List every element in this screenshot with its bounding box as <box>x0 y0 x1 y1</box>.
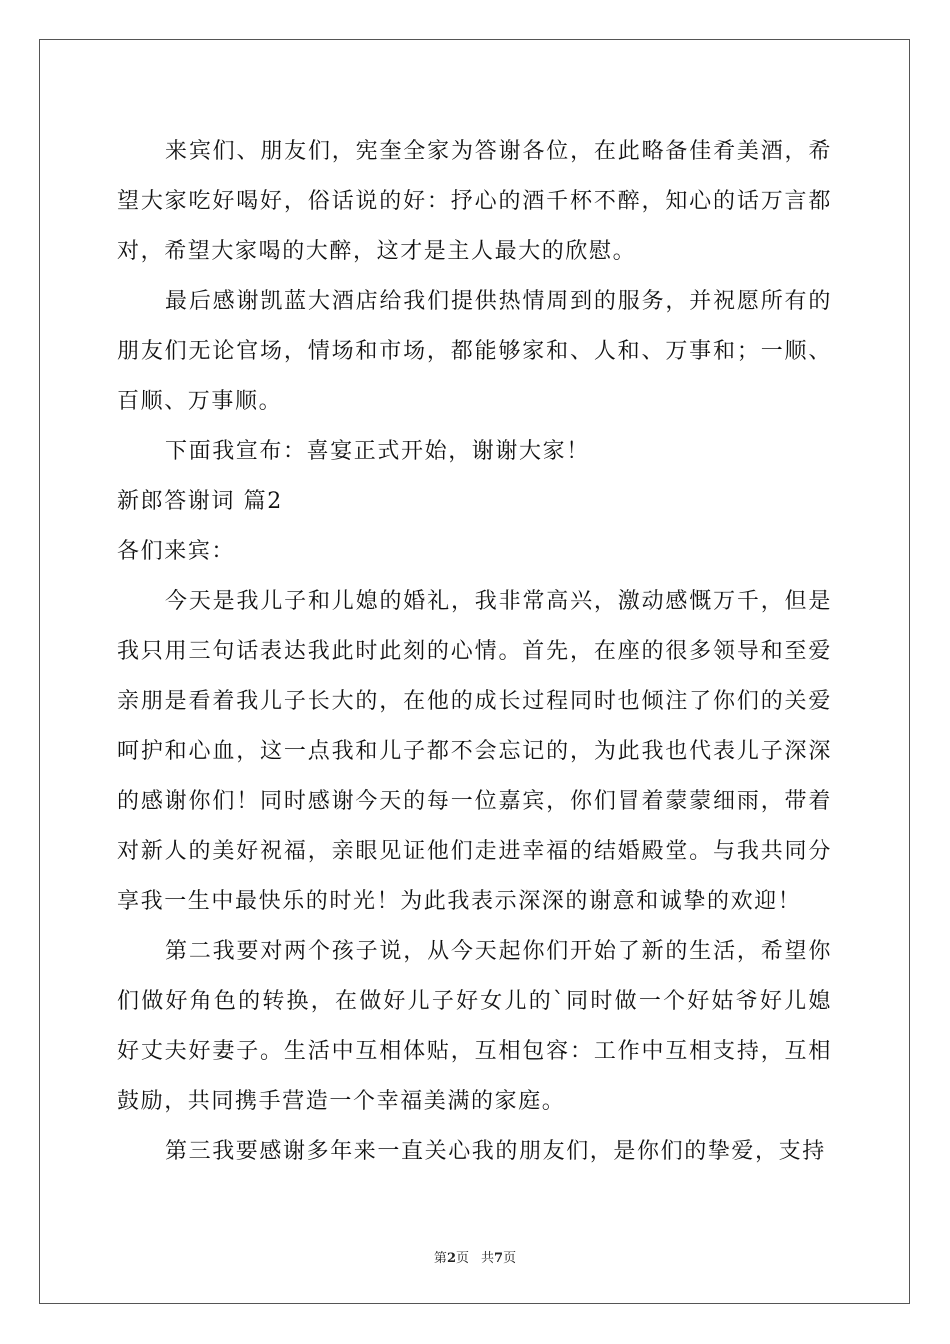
page-suffix: 页 <box>455 1251 469 1266</box>
salutation: 各们来宾： <box>117 539 236 564</box>
paragraph-third-point: 第三我要感谢多年来一直关心我的朋友们，是你们的挚爱，支持 <box>165 1139 826 1164</box>
page-total: 7 <box>494 1251 504 1266</box>
paragraph-first-point: 今天是我儿子和儿媳的婚礼，我非常高兴，激动感慨万千，但是我只用三句话表达我此时此刻的心情。首先，在座的很多领导和至爱亲朋是看着我儿子长大的，在他的成长过程同时也倾注了你们的关爱呵护和心血，这一点我和儿子都不会忘记的，为此我也代表儿子深深的感谢你们！同时感谢今天的每一位嘉宾，你们冒着蒙蒙细雨，带着对新人的美好祝福，亲眼见证他们走进幸福的结婚殿堂。与我共同分享我一生中最快乐的时光！为此我表示深深的谢意和诚挚的欢迎！ <box>117 589 832 914</box>
paragraph-thanks-hotel: 最后感谢凯蓝大酒店给我们提供热情周到的服务，并祝愿所有的朋友们无论官场，情场和市场，都能够家和、人和、万事和；一顺、百顺、万事顺。 <box>117 289 832 414</box>
page-number: 2 <box>446 1251 456 1266</box>
paragraph-banquet-start: 下面我宣布：喜宴正式开始，谢谢大家！ <box>165 439 590 464</box>
page-footer <box>0 1247 950 1266</box>
total-suffix: 页 <box>503 1251 517 1266</box>
section-heading: 新郎答谢词 篇2 <box>117 489 283 514</box>
paragraph-second-point: 第二我要对两个孩子说，从今天起你们开始了新的生活，希望你们做好角色的转换，在做好儿子好女儿的`同时做一个好姑爷好儿媳好丈夫好妻子。生活中互相体贴，互相包容：工作中互相支持，互相鼓励，共同携手营造一个幸福美满的家庭。 <box>117 939 832 1114</box>
paragraph-thanks-guests: 来宾们、朋友们，宪奎全家为答谢各位，在此略备佳肴美酒，希望大家吃好喝好，俗话说的好：抒心的酒千杯不醉，知心的话万言都对，希望大家喝的大醉，这才是主人最大的欣慰。 <box>117 139 832 264</box>
page-prefix: 第 <box>433 1251 447 1266</box>
document-body <box>117 127 832 1177</box>
total-prefix: 共 <box>481 1251 495 1266</box>
